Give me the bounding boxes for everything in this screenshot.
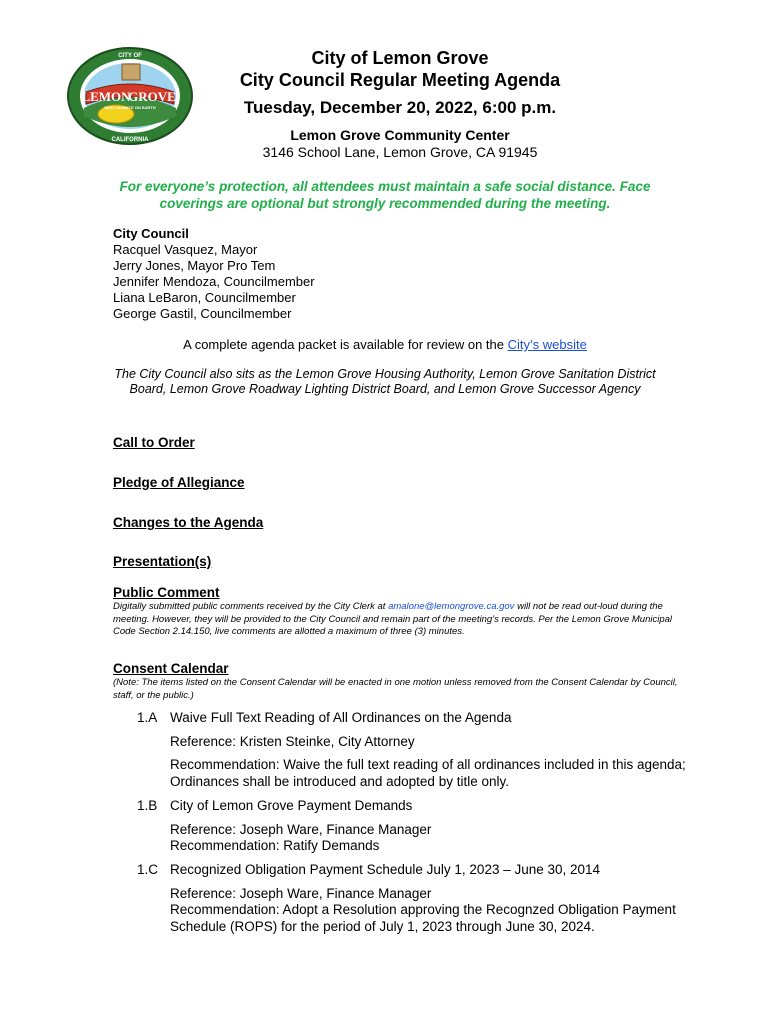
city-name: City of Lemon Grove [311, 48, 489, 68]
agenda-header [200, 47, 600, 161]
meeting-venue: Lemon Grove Community Center [290, 127, 510, 143]
item-number: 1.C [137, 862, 159, 877]
clerk-email-link[interactable]: amalone@lemongrove.ca.gov [388, 601, 515, 612]
seal-top-text: CITY OF [118, 53, 142, 59]
seal-name-right: GROVE [128, 89, 176, 104]
consent-calendar-note: (Note: The items listed on the Consent Calendar will be enacted in one motion unless removed from the Consent Calendar by Council, staff, or the public.) [113, 677, 678, 701]
also-sits-as-note: The City Council also sits as the Lemon Grove Housing Authority, Lemon Grove Sanitation District Board, Lemon Grove Roadway Lighting District Board, and Lemon Grove Successor Agency [114, 367, 656, 396]
item-number: 1.A [137, 710, 158, 725]
public-comment-note-text: Digitally submitted public comments received by the City Clerk at [113, 601, 389, 612]
item-reference: Reference: Kristen Steinke, City Attorney [170, 733, 415, 749]
council-member: George Gastil, Councilmember [113, 306, 292, 321]
section-presentations: Presentation(s) [113, 554, 212, 569]
public-comment-note [113, 601, 683, 639]
seal-motto: BEST CLIMATE ON EARTH [104, 105, 156, 110]
item-title: City of Lemon Grove Payment Demands [170, 798, 413, 813]
public-comment-note-text-2: will not be read out-loud during the meeting. However, they will be provided to the City Council and remain part of the meeting’s records. Per the Lemon Grove Municipal Code Section 2.14.150, live comments are allotted a maximum of three (3) minutes. [113, 601, 673, 637]
safety-notice: For everyone’s protection, all attendees must maintain a safe social distance. Face coverings are optional but strongly recommended during the meeting. [119, 179, 651, 211]
council-member: Liana LeBaron, Councilmember [113, 290, 296, 305]
city-seal-logo [66, 46, 194, 146]
item-reference: Reference: Joseph Ware, Finance Manager [170, 821, 432, 837]
item-recommendation: Recommendation: Waive the full text reading of all ordinances included in this agenda; Ordinances shall be introduced and adopted by title only. [170, 757, 686, 789]
section-changes-to-agenda: Changes to the Agenda [113, 515, 264, 530]
item-title: Waive Full Text Reading of All Ordinances on the Agenda [170, 710, 512, 725]
section-call-to-order: Call to Order [113, 435, 195, 450]
seal-bottom-text: CALIFORNIA [111, 137, 149, 143]
section-pledge: Pledge of Allegiance [113, 475, 245, 490]
section-consent-calendar: Consent Calendar [113, 661, 229, 676]
section-public-comment: Public Comment [113, 585, 220, 600]
item-title: Recognized Obligation Payment Schedule July 1, 2023 – June 30, 2014 [170, 862, 601, 877]
council-member: Jerry Jones, Mayor Pro Tem [113, 258, 276, 273]
item-reference: Reference: Joseph Ware, Finance Manager [170, 885, 432, 901]
packet-availability [0, 337, 770, 352]
agenda-title: City Council Regular Meeting Agenda [239, 70, 561, 90]
council-member: Jennifer Mendoza, Councilmember [113, 274, 315, 289]
council-title: City Council [113, 226, 189, 241]
seal-name-left: LEMON [81, 89, 131, 104]
item-recommendation: Recommendation: Adopt a Resolution approving the Recognzed Obligation Payment Schedule (ROPS) for the period of July 1, 2023 through June 30, 2024. [170, 902, 676, 934]
meeting-date: Tuesday, December 20, 2022, 6:00 p.m. [243, 98, 557, 117]
item-number: 1.B [137, 798, 158, 813]
item-recommendation: Recommendation: Ratify Demands [170, 838, 380, 853]
packet-text: A complete agenda packet is available for review on the [183, 337, 508, 352]
city-website-link[interactable]: City’s website [507, 337, 587, 352]
council-list [113, 226, 315, 322]
meeting-address: 3146 School Lane, Lemon Grove, CA 91945 [262, 144, 538, 160]
council-member: Racquel Vasquez, Mayor [113, 242, 258, 257]
